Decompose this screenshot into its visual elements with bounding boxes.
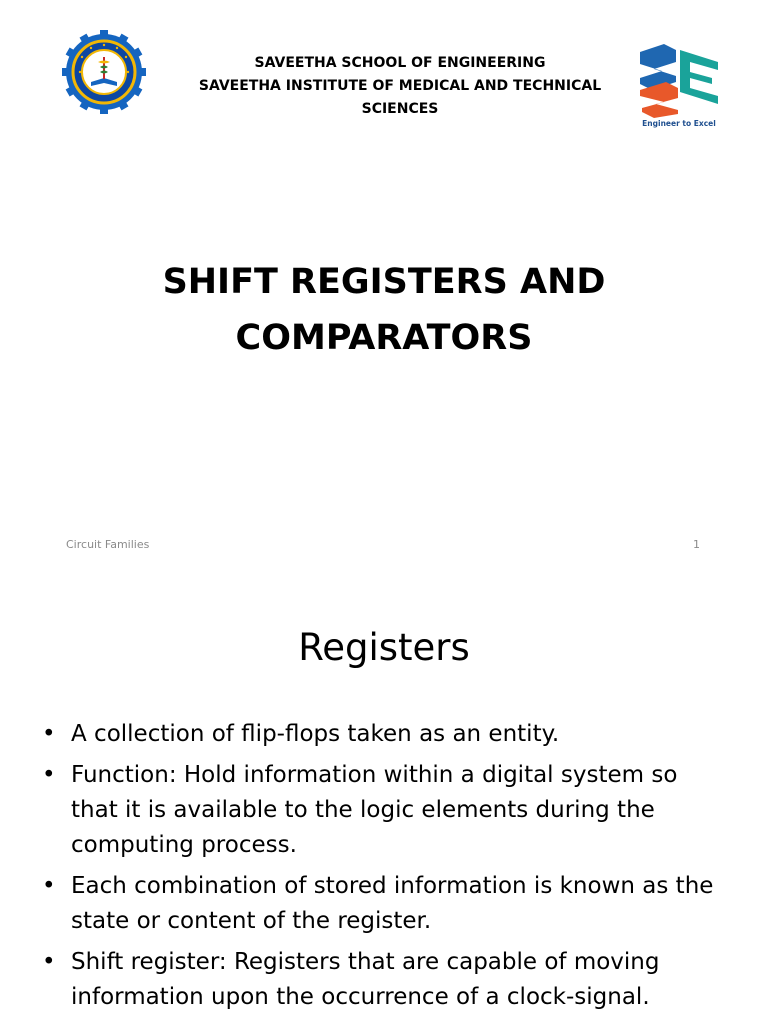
seal-icon	[62, 30, 146, 114]
bullet-icon: •	[42, 762, 56, 788]
content-slide-title: Registers	[298, 626, 470, 669]
institution-header	[150, 52, 650, 121]
header-line-2: SAVEETHA INSTITUTE OF MEDICAL AND TECHNICAL	[198, 78, 602, 94]
bullet-text: Function: Hold information within a digital system so that it is available to the logic elements during the computing process.	[71, 762, 678, 858]
university-seal-logo	[62, 30, 146, 114]
school-logo	[636, 42, 722, 132]
header-line-1: SAVEETHA SCHOOL OF ENGINEERING	[254, 55, 546, 71]
list-item	[42, 758, 722, 863]
content-slide	[0, 576, 768, 1024]
footer-text: Circuit Families	[66, 538, 150, 551]
logo-tagline: Engineer to Excel	[642, 119, 716, 128]
slide-title-line-2: COMPARATORS	[235, 318, 533, 358]
bullet-icon: •	[42, 949, 56, 975]
header-line-3: SCIENCES	[361, 101, 439, 117]
slide-title-line-1: SHIFT REGISTERS AND	[162, 262, 606, 302]
bullet-text: A collection of flip-flops taken as an entity.	[71, 721, 560, 747]
slide-title	[100, 254, 668, 366]
sse-logo-icon	[636, 42, 722, 118]
bullet-list	[42, 717, 722, 1021]
bullet-icon: •	[42, 721, 56, 747]
list-item	[42, 717, 722, 752]
page-number: 1	[693, 538, 700, 551]
bullet-text: Each combination of stored information is known as the state or content of the register.	[71, 873, 714, 934]
bullet-text: Shift register: Registers that are capable of moving information upon the occurrence of a clock-signal.	[71, 949, 660, 1010]
list-item	[42, 869, 722, 939]
bullet-icon: •	[42, 873, 56, 899]
list-item	[42, 945, 722, 1015]
